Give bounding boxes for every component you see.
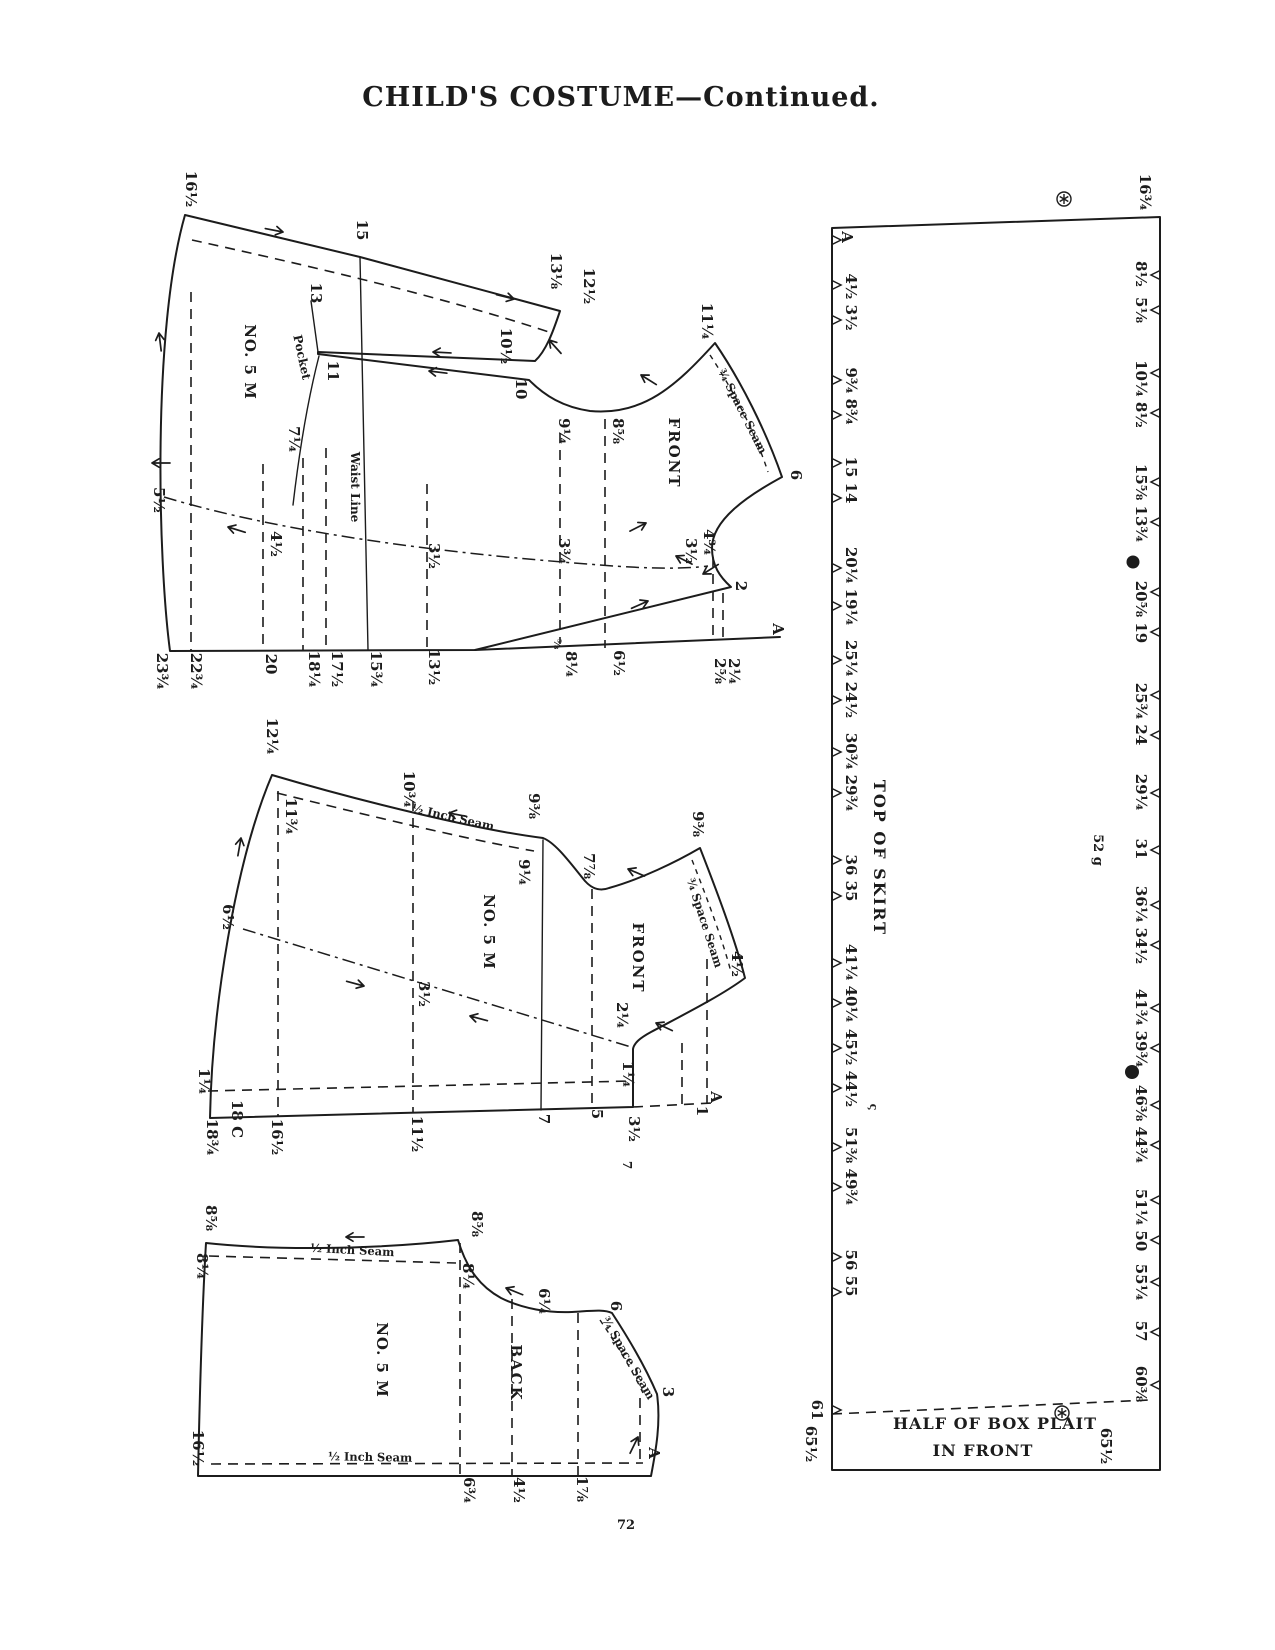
measurement-label: NO. 5 M [373,1322,391,1398]
edge-notch [1151,628,1160,637]
measurement-label: 10½ [497,327,515,365]
edge-notch [1151,588,1160,597]
edge-notch [1151,846,1160,855]
edge-notch [1151,369,1160,378]
edge-notch [1151,941,1160,950]
measurement-label: 7⅞ [580,853,598,879]
piece-skirt-panel-outline [160,215,782,651]
measurement-label: 29¼ [1132,773,1150,811]
measurement-label: 10¾ [400,770,418,808]
measurement-label: 2⅝ [711,658,729,684]
edge-notch [832,602,841,611]
edge-notch [832,1044,841,1053]
edge-notch [1151,1381,1160,1390]
measurement-label: 3½ [415,980,433,1008]
edge-notch [1151,1236,1160,1245]
measurement-label: 4½ [510,1476,528,1504]
edge-notch [1151,731,1160,740]
measurement-label: 13 [307,282,325,304]
edge-notch [1151,1044,1160,1053]
measurement-label: A [645,1447,663,1459]
measurement-label: 18¼ [305,650,323,688]
measurement-label: 3 [659,1386,677,1398]
measurement-label: ¾ Space Seam [599,1314,658,1402]
measurement-label: 16¾ [1136,173,1154,211]
guide-lines [460,1243,640,1476]
measurement-label: ⅝ [551,638,562,650]
measurement-label: IN FRONT [932,1441,1034,1460]
edge-notch [832,748,841,757]
measurement-label: 4½ 3½ [842,273,860,331]
edge-notch [832,564,841,573]
measurement-label: 8⅝ [468,1211,486,1237]
measurement-label: 2¼ [725,657,743,685]
measurement-label: ς [867,1103,880,1111]
measurement-label: 45½ 44½ [842,1028,860,1108]
measurement-label: 5½ [150,486,168,514]
edge-notch [832,376,841,385]
measurement-label: 8¼ [193,1252,211,1280]
measurement-label: 6½ [219,903,237,931]
measurement-label: 4½ [267,530,285,558]
measurement-label: 2 [732,580,750,592]
measurement-label: 9⅜ [689,811,707,837]
edge-notch [1151,901,1160,910]
measurement-label: 30¾ 29¾ [842,732,860,812]
box-plait-fold-line [832,1400,1150,1414]
edge-notch [832,1183,841,1192]
measurement-label: NO. 5 M [241,324,259,400]
measurement-label: 15 14 [842,456,860,504]
measurement-label: 4½ [728,950,746,978]
measurement-label: 12½ [580,267,598,305]
piece3-labels [189,1161,677,1504]
left-edge-notches [832,236,841,1415]
measurement-label: 11½ [408,1115,426,1153]
measurement-label: 15⅝ 13¾ [1132,463,1150,543]
measurement-label: 9¼ [555,417,573,445]
skirt-labels [802,174,1154,1465]
measurement-label: ½ Inch Seam [410,800,496,834]
measurement-label: FRONT [665,417,683,489]
edge-notch [1151,1278,1160,1287]
measurement-label: 7 [620,1160,634,1170]
measurement-label: 10 [512,378,530,400]
measurement-label: 22¾ [187,652,205,690]
measurement-label: 65½ [802,1425,820,1463]
measurement-label: 13½ [425,648,443,686]
edge-notch [832,1143,841,1152]
measurement-label: 8½ [1132,260,1150,288]
measurement-label: NO. 5 M [480,894,498,970]
measurement-label: 11¾ [282,797,300,835]
measurement-label: 5⅛ [1132,297,1150,323]
edge-notch [832,656,841,665]
edge-notch [1151,1328,1160,1337]
measurement-label: BACK [507,1344,525,1402]
right-edge-notches [1151,271,1160,1390]
measurement-label: 3½ [682,537,700,565]
measurement-label: 1⅞ [573,1476,591,1502]
measurement-label: 20 [262,653,280,675]
measurement-label: 6 [787,469,805,481]
piece-top-of-skirt [802,174,1160,1470]
measurement-label: TOP OF SKIRT [870,779,889,937]
measurement-label: 11 [324,360,342,382]
edge-notch [832,892,841,901]
measurement-label: 51¼ 50 [1132,1188,1150,1252]
edge-notch [832,411,841,420]
measurement-label: 12¼ [263,717,281,755]
measurement-label: ¾ Space Seam [715,366,770,456]
registration-mark-icon [1057,192,1071,206]
measurement-label: 41¼ 40¼ [842,943,860,1023]
page-title: CHILD'S COSTUME—Continued. [362,82,880,113]
page-number: 72 [616,1518,636,1533]
measurement-label: 13⅛ [547,252,565,290]
edge-notch [832,959,841,968]
edge-notch [832,1253,841,1262]
measurement-label: A [707,1091,725,1103]
piece-front-bodice [195,718,746,1156]
measurement-label: Waist Line [348,451,362,523]
measurement-label: 36¼ 34½ [1132,885,1150,965]
edge-notch [1151,1101,1160,1110]
measurement-label: 16½ [268,1118,286,1156]
measurement-label: 60⅜ [1132,1365,1150,1403]
measurement-label: 16½ [189,1429,207,1467]
measurement-label: 15 [353,219,371,241]
measurement-label: 55¼ [1132,1263,1150,1301]
measurement-label: 17½ [328,650,346,688]
center-line [541,840,543,1110]
measurement-label: 7 [535,1113,553,1125]
measurement-label: 11¼ [698,302,716,340]
measurement-label: 1¼ [195,1067,213,1095]
measurement-label: 25¼ 24½ [842,639,860,719]
edge-notch [1151,409,1160,418]
edge-notch [832,999,841,1008]
edge-notch [832,459,841,468]
measurement-label: 18 C [228,1099,246,1139]
measurement-label: 18¾ [203,1118,221,1156]
piece-back-bodice [189,1161,677,1504]
measurement-label: 56 55 [842,1249,860,1297]
measurement-label: Pocket [290,333,314,381]
measurement-label: 6¼ [535,1287,553,1315]
measurement-label: 16½ [182,170,200,208]
measurement-label: 5 [588,1108,606,1120]
measurement-label: 20¼ 19¼ [842,546,860,626]
measurement-label: 1¼ [619,1060,637,1088]
measurement-label: 57 [1132,1320,1150,1342]
grain-arrows [234,809,674,1035]
edge-notch [1151,306,1160,315]
measurement-label: 2¼ [613,1001,631,1029]
edge-notch [832,1288,841,1297]
measurement-label: 10¼ 8½ [1132,360,1150,428]
edge-notch [832,789,841,798]
measurement-label: 51⅜ 49¾ [842,1126,860,1206]
measurement-label: 8¼ [562,650,580,678]
measurement-label: ½ Inch Seam [327,1449,413,1465]
piece-back-bodice-outline [198,1240,658,1476]
edge-notch [1151,691,1160,700]
measurement-label: 6¾ [460,1476,478,1504]
measurement-label: 9¼ [515,858,533,886]
edge-notch [1151,1141,1160,1150]
measurement-label: 4¾ [700,528,718,556]
measurement-label: 65½ [1097,1427,1115,1465]
measurement-label: 6½ [610,649,628,677]
measurement-label: 7¼ [285,425,303,453]
edge-notch [832,696,841,705]
measurement-label: 31 [1132,838,1150,860]
guide-lines [191,292,723,651]
edge-notch [1151,518,1160,527]
measurement-label: 6 [607,1300,625,1312]
measurement-label: 8⅝ [202,1205,220,1231]
edge-notch [1151,271,1160,280]
measurement-label: 36 35 [842,854,860,902]
measurement-label: HALF OF BOX PLAIT [892,1414,1098,1433]
edge-notch [1151,1004,1160,1013]
measurement-label: A [769,623,787,635]
piece1-labels [150,171,805,690]
measurement-label: 41¾ 39¾ [1132,988,1150,1068]
measurement-label: 1 [693,1105,711,1117]
piece-skirt-panel [150,171,805,690]
measurement-label: ½ Inch Seam [309,1240,395,1260]
seam-allowance-top [209,1256,456,1263]
measurement-label: 8¼ [459,1262,477,1290]
measurement-label: 3¾ [555,537,573,565]
measurement-label: ¾ Space Seam [683,876,726,970]
edge-notch [832,494,841,503]
measurement-label: 15¾ [367,650,385,688]
seam-allowance-line [192,240,552,333]
edge-notch [832,856,841,865]
edge-notch [832,281,841,290]
measurement-label: 25¾ 24 [1132,682,1150,746]
measurement-label: 3½ [425,542,443,570]
pocket-mark-line [311,301,318,352]
measurement-label: 3½ [625,1115,643,1143]
measurement-label: 20⅝ 19 [1132,580,1150,644]
measurement-label: A [838,231,856,243]
edge-notch [832,1084,841,1093]
measurement-label: 46⅜ 44¾ [1132,1084,1150,1164]
seam-allowance-bottom [211,1463,643,1464]
edge-notch [1151,478,1160,487]
edge-notch [832,316,841,325]
drill-hole-dot [1127,556,1140,569]
measurement-label: 9¾ 8¾ [842,367,860,425]
edge-notch [1151,1196,1160,1205]
measurement-label: 9⅜ [525,793,543,819]
measurement-label: 8⅝ [609,418,627,444]
edge-notch [1151,789,1160,798]
measurement-label: 52 g [1090,834,1105,866]
measurement-label: 23¾ [153,652,171,690]
measurement-label: 61 [808,1399,826,1421]
measurement-label: FRONT [629,922,647,994]
